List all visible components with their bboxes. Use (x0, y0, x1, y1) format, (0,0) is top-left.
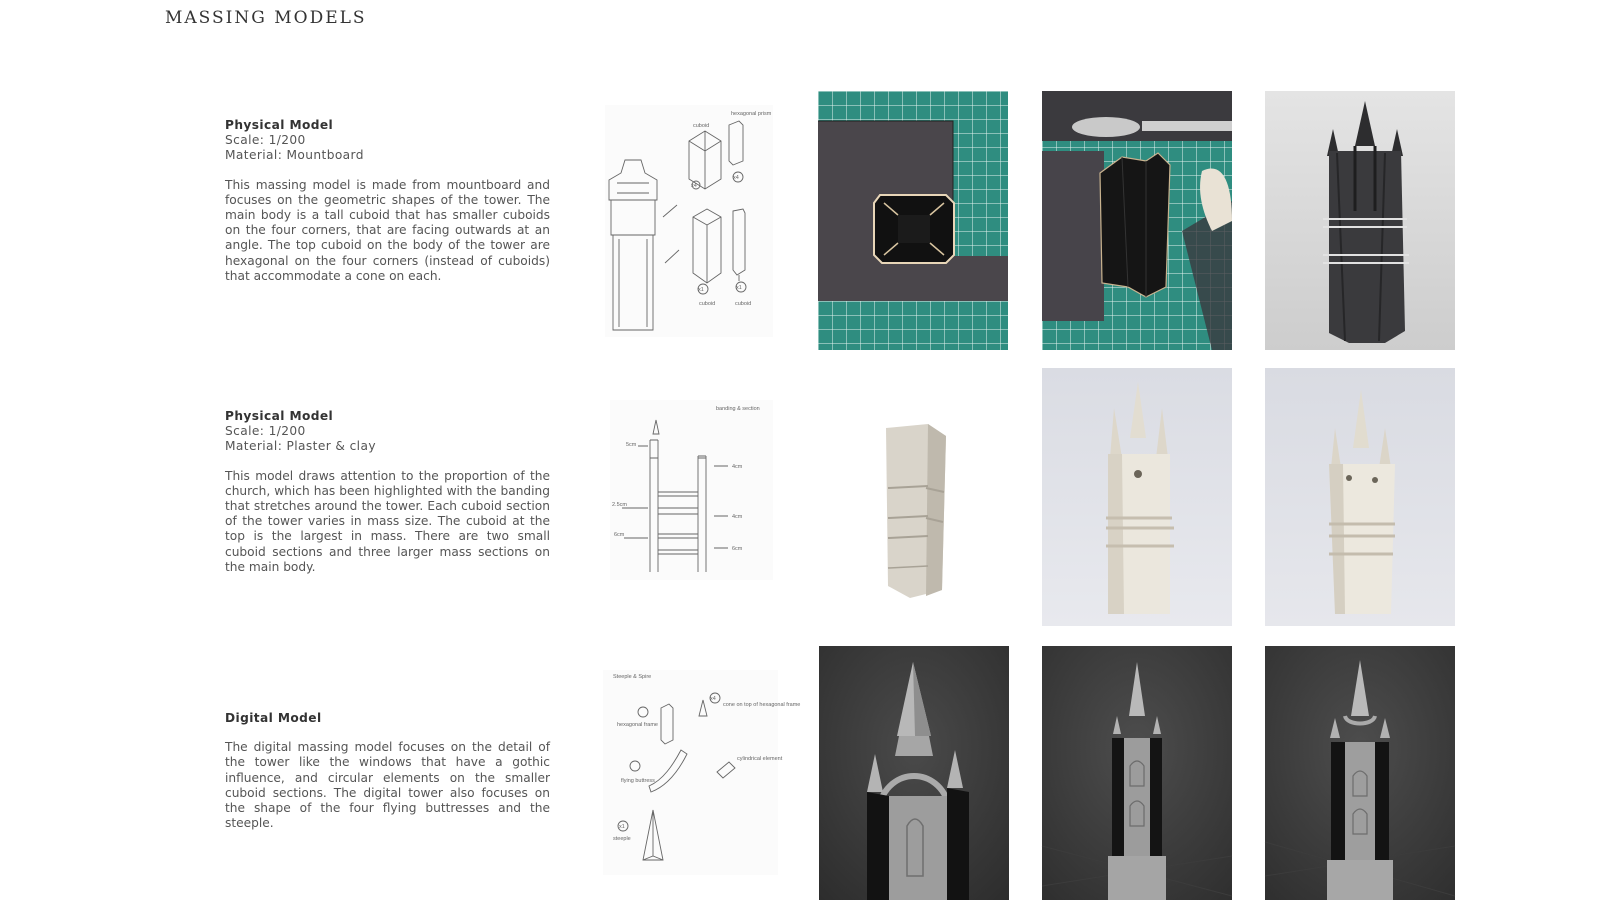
plaster-sketch (610, 400, 773, 580)
sketch-label: cuboid (693, 123, 710, 129)
mountboard-model-photo-top (818, 91, 1008, 350)
sketch-label: 4cm (732, 514, 743, 520)
sketch-label: flying buttress (621, 778, 655, 784)
sketch-label: 5cm (626, 442, 637, 448)
plaster-model-photo-side (1265, 368, 1455, 626)
digital-model-render-front (1042, 646, 1232, 900)
sketch-marker: x1 (698, 287, 704, 293)
mountboard-sketch (605, 105, 773, 337)
sketch-label: Steeple & Spire (613, 674, 652, 680)
plaster-model-photo-block (818, 368, 1008, 626)
sketch-marker: x1 (736, 285, 742, 291)
digital-sketch (603, 670, 801, 875)
model-description: This model draws attention to the proportion of the church, which has been highlighted with the banding that stretches around the tower. Each cuboid section of the tower varies in mass size. The cuboid at the top is the largest in mass. There are two small cuboid sections and three larger mass sections on the main body. (225, 468, 550, 574)
model-heading: Physical Model (225, 118, 334, 132)
sketch-marker: x4 (710, 696, 716, 702)
plaster-model-photo-front (1042, 368, 1232, 626)
sketch-label: steeple (613, 836, 631, 842)
sketch-label: hexagonal frame (617, 722, 658, 728)
digital-model-render-angle (1265, 646, 1455, 900)
model-description: This massing model is made from mountboard and focuses on the geometric shapes of the tower. The main body is a tall cuboid that has smaller cuboids on the four corners, that are facing outwards at an angle. The top cuboid on the body of the tower are hexagonal on the four corners (instead of cuboids) that accommodate a cone on each. (225, 177, 550, 283)
physical-model-mountboard-text (225, 118, 550, 284)
sketch-label: cylindrical element (737, 756, 783, 762)
model-scale: Scale: 1/200 (225, 424, 306, 439)
sketch-label: hexagonal prism (731, 111, 772, 117)
model-material: Material: Mountboard (225, 148, 364, 163)
sketch-label: 4cm (732, 464, 743, 470)
sketch-marker: x4 (691, 183, 697, 189)
model-heading: Digital Model (225, 711, 322, 725)
digital-model-text (225, 711, 550, 831)
model-material: Material: Plaster & clay (225, 439, 376, 454)
sketch-label: 6cm (614, 532, 625, 538)
sketch-label: cone on top of hexagonal frame (723, 702, 801, 708)
page-title: MASSING MODELS (165, 8, 367, 28)
sketch-label: 6cm (732, 546, 743, 552)
mountboard-model-photo-finished (1265, 91, 1455, 350)
model-heading: Physical Model (225, 409, 334, 423)
physical-model-plaster-text (225, 409, 550, 575)
sketch-label: cuboid (699, 301, 716, 307)
mountboard-model-photo-assembly (1042, 91, 1232, 350)
model-scale: Scale: 1/200 (225, 133, 306, 148)
sketch-marker: x1 (619, 824, 625, 830)
sketch-label: banding & section (716, 406, 760, 412)
sketch-marker: x4 (733, 175, 739, 181)
sketch-label: 2.5cm (612, 502, 627, 508)
model-description: The digital massing model focuses on the detail of the tower like the windows that have a gothic influence, and circular elements on the smaller cuboid sections. The digital tower also focuses on the shape of the four flying buttresses and the steeple. (225, 740, 550, 831)
sketch-label: cuboid (735, 301, 752, 307)
digital-model-render-closeup (819, 646, 1009, 900)
